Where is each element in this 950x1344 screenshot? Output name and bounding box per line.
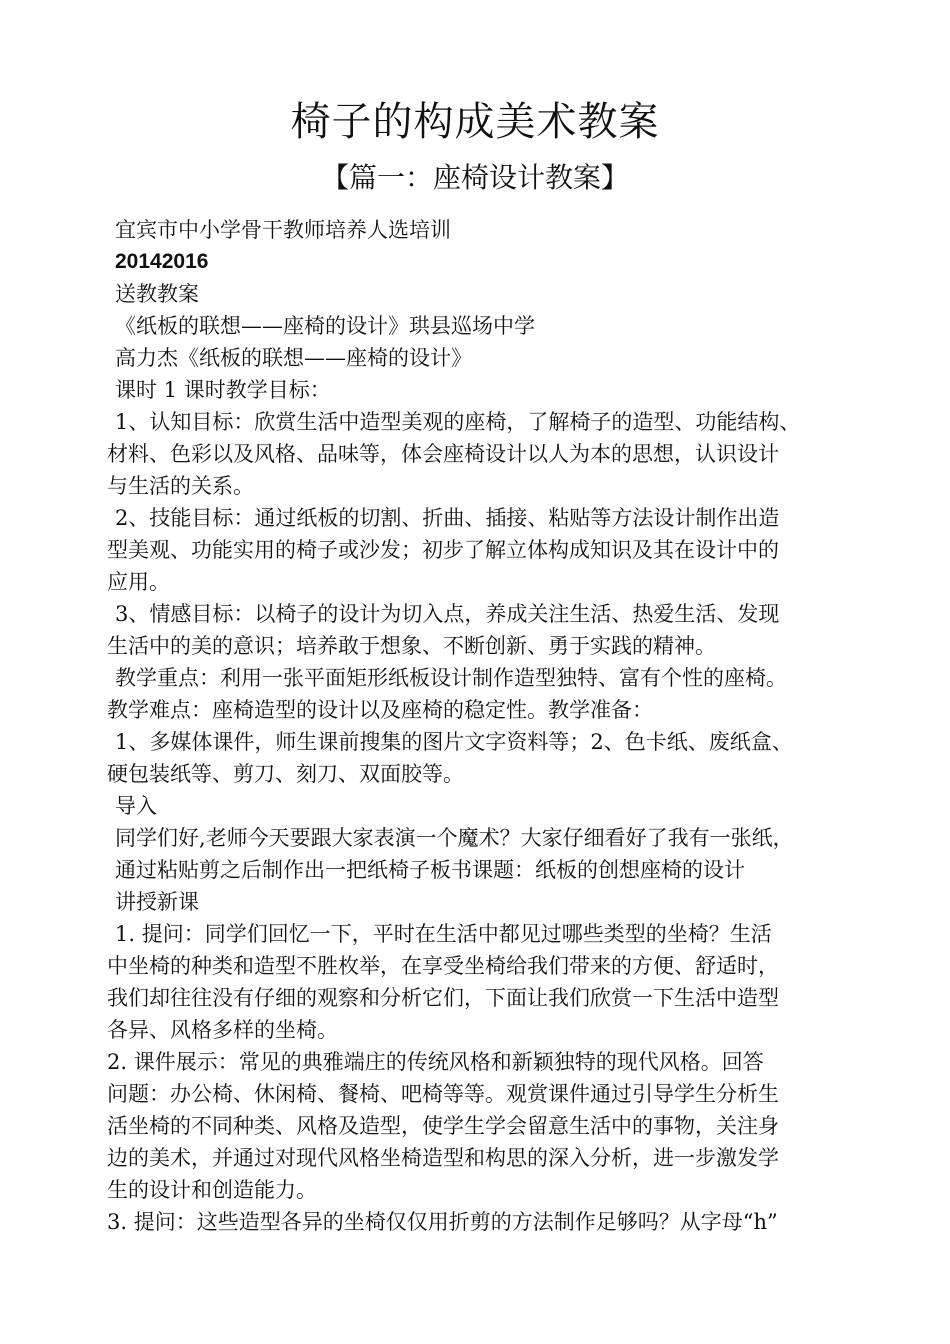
text-line: 通过粘贴剪之后制作出一把纸椅子板书课题：纸板的创想座椅的设计	[115, 858, 745, 882]
text-line: 2. 课件展示：常见的典雅端庄的传统风格和新颖独特的现代风格。回答	[107, 1050, 764, 1074]
text-line: 《纸板的联想——座椅的设计》珙县巡场中学	[115, 314, 535, 338]
text-line: 问题：办公椅、休闲椅、餐椅、吧椅等等。观赏课件通过引导学生分析生	[107, 1082, 779, 1106]
text-line: 生活中的美的意识；培养敢于想象、不断创新、勇于实践的精神。	[107, 634, 716, 658]
text-line: 3、情感目标：以椅子的设计为切入点，养成关注生活、热爱生活、发现	[115, 602, 780, 626]
text-line: 生的设计和创造能力。	[107, 1178, 317, 1202]
text-line: 1. 提问：同学们回忆一下，平时在生活中都见过哪些类型的坐椅？生活	[115, 922, 772, 946]
document-body	[107, 214, 867, 1238]
text-line: 2、技能目标：通过纸板的切割、折曲、插接、粘贴等方法设计制作出造	[115, 506, 780, 530]
text-line: 讲授新课	[115, 890, 199, 914]
text-line: 20142016	[115, 250, 209, 273]
text-line: 型美观、功能实用的椅子或沙发；初步了解立体构成知识及其在设计中的	[107, 538, 779, 562]
text-line: 导入	[115, 794, 157, 818]
document-title: 椅子的构成美术教案	[290, 99, 660, 145]
text-line: 各异、风格多样的坐椅。	[107, 1018, 338, 1042]
text-line: 材料、色彩以及风格、品味等，体会座椅设计以人为本的思想，认识设计	[107, 442, 779, 466]
text-line: 送教教案	[115, 282, 199, 306]
text-line: 1、多媒体课件，师生课前搜集的图片文字资料等；2、色卡纸、废纸盒、	[115, 730, 793, 754]
text-line: 活坐椅的不同种类、风格及造型，使学生学会留意生活中的事物，关注身	[107, 1114, 779, 1138]
text-line: 课时 1 课时教学目标：	[115, 378, 331, 402]
document-subtitle: 【篇一：座椅设计教案】	[320, 161, 629, 194]
text-line: 边的美术，并通过对现代风格坐椅造型和构思的深入分析，进一步激发学	[107, 1146, 779, 1170]
text-line: 教学重点：利用一张平面矩形纸板设计制作造型独特、富有个性的座椅。	[115, 666, 787, 690]
text-line: 1、认知目标：欣赏生活中造型美观的座椅，了解椅子的造型、功能结构、	[115, 410, 801, 434]
text-line: 应用。	[107, 570, 170, 594]
text-line: 同学们好,老师今天要跟大家表演一个魔术？大家仔细看好了我有一张纸，	[115, 826, 794, 850]
text-line: 教学难点：座椅造型的设计以及座椅的稳定性。教学准备：	[107, 698, 653, 722]
text-line: 3. 提问：这些造型各异的坐椅仅仅用折剪的方法制作足够吗？从字母“h”	[107, 1210, 778, 1234]
text-line: 我们却往往没有仔细的观察和分析它们，下面让我们欣赏一下生活中造型	[107, 986, 779, 1010]
text-line: 硬包装纸等、剪刀、刻刀、双面胶等。	[107, 762, 464, 786]
text-line: 与生活的关系。	[107, 474, 254, 498]
text-line: 中坐椅的种类和造型不胜枚举，在享受坐椅给我们带来的方便、舒适时，	[107, 954, 779, 978]
text-line: 高力杰《纸板的联想——座椅的设计》	[115, 346, 472, 370]
text-line: 宜宾市中小学骨干教师培养人选培训	[115, 218, 451, 242]
